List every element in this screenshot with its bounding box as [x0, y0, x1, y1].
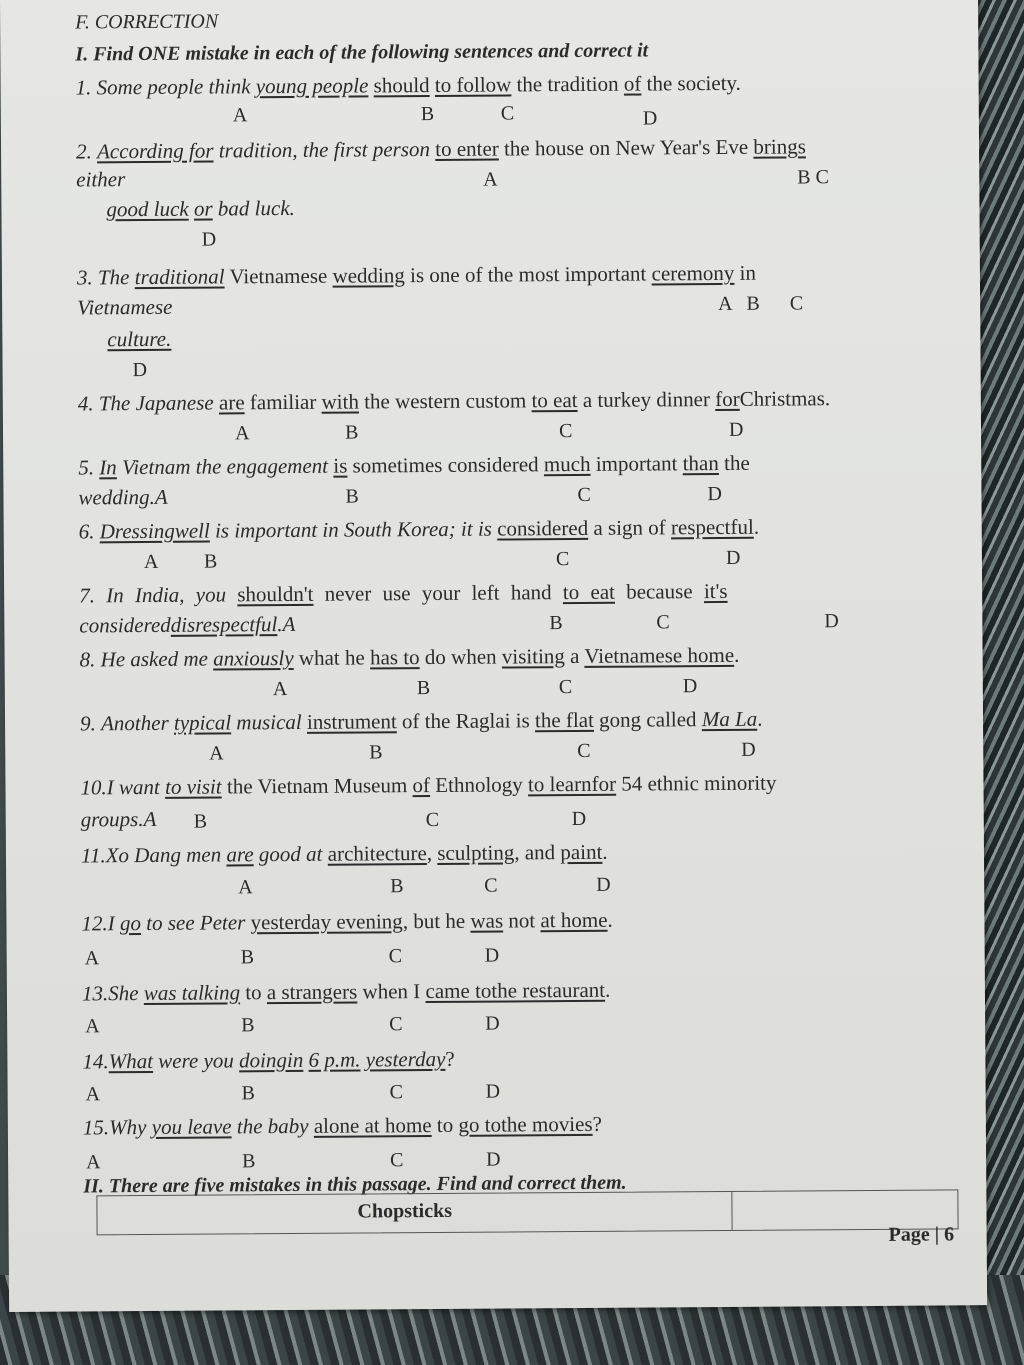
q11-option-d: D — [596, 873, 611, 896]
q10-option-d: D — [571, 807, 587, 831]
q12-option-c: C — [388, 945, 403, 968]
q8-option-a: A — [272, 678, 288, 701]
q14-option-b: B — [241, 1082, 256, 1105]
q9-option-c: C — [577, 739, 591, 762]
q2-option-bc: B C — [797, 166, 830, 189]
q7-option-c: C — [656, 611, 670, 634]
q1-option-c: C — [500, 102, 515, 125]
question-10-cont: groups.A — [80, 806, 157, 832]
q8-option-c: C — [558, 676, 573, 699]
q13-option-a: A — [85, 1015, 100, 1038]
q9-option-b: B — [369, 741, 383, 764]
question-2: 2. According for tradition, the first person to enter the house on New Year's Eve brings — [75, 134, 806, 164]
q6-option-c: C — [555, 548, 570, 571]
q11-option-b: B — [390, 875, 404, 898]
q11-option-c: C — [484, 874, 498, 897]
q9-option-d: D — [741, 738, 756, 761]
q6-option-a: A — [143, 550, 159, 574]
question-5: 5. In Vietnam the engagement is sometimes considered much important than the — [78, 450, 750, 480]
question-5-cont: wedding.A — [78, 484, 168, 510]
question-12: 12.I go to see Peter yesterday evening, but he was not at home. — [81, 907, 613, 936]
q3-option-d: D — [132, 358, 148, 382]
q1-option-b: B — [420, 102, 435, 126]
q4-option-b: B — [344, 421, 359, 444]
q13-option-b: B — [241, 1014, 255, 1037]
q7-option-b: B — [549, 612, 563, 635]
table-header-chopsticks: Chopsticks — [357, 1199, 453, 1223]
question-9: 9. Another typical musical instrument of the Raglai is the flat gong called Ma La. — [79, 706, 763, 736]
q1-option-d: D — [642, 107, 658, 130]
q5-option-b: B — [345, 485, 359, 508]
part2-instruction: II. There are five mistakes in this passage. Find and correct them. — [83, 1171, 627, 1198]
q1-option-a: A — [232, 104, 248, 127]
question-3: 3. The traditional Vietnamese wedding is one of the most important ceremony in — [76, 260, 757, 290]
question-13: 13.She was talking to a strangers when I came tothe restaurant. — [81, 977, 611, 1006]
question-2-cont: either — [76, 167, 126, 192]
question-4: 4. The Japanese are familiar with the western custom to eat a turkey dinner forChristmas. — [77, 386, 831, 416]
q14-option-a: A — [85, 1083, 101, 1106]
passage-table — [96, 1189, 958, 1235]
q4-option-a: A — [234, 422, 250, 445]
question-14: 14.What were you doingin 6 p.m. yesterday? — [82, 1046, 455, 1074]
question-15: 15.Why you leave the baby alone at home to go tothe movies? — [82, 1111, 603, 1140]
q2-option-d: D — [201, 228, 217, 251]
q5-option-d: D — [707, 482, 722, 506]
q8-option-b: B — [416, 677, 431, 700]
question-10: 10.I want to visit the Vietnam Museum of Ethnology to learnfor 54 ethnic minority — [80, 770, 777, 800]
q3-options-abc: A B C — [718, 292, 804, 315]
q15-option-b: B — [242, 1150, 256, 1173]
q5-option-c: C — [577, 483, 591, 506]
q15-option-c: C — [390, 1149, 404, 1172]
question-3-cont2: culture. — [107, 326, 172, 352]
page-number: Page | 6 — [888, 1223, 955, 1246]
question-1: 1. Some people think young people should to follow the tradition of the society. — [75, 70, 741, 100]
question-11: 11.Xo Dang men are good at architecture, sculpting, and paint. — [80, 839, 608, 868]
q9-option-a: A — [209, 742, 224, 765]
q14-option-d: D — [485, 1080, 501, 1103]
question-7: 7. In India, you shouldn't never use your left hand to eat because it's — [79, 578, 728, 608]
q14-option-c: C — [389, 1081, 404, 1104]
q11-option-a: A — [238, 876, 253, 899]
question-7-cont: considereddisrespectful.A — [79, 611, 296, 638]
q15-option-a: A — [86, 1151, 101, 1174]
question-8: 8. He asked me anxiously what he has to do when visiting a Vietnamese home. — [79, 642, 740, 672]
q12-option-b: B — [240, 946, 255, 969]
q10-option-b: B — [193, 810, 208, 833]
q12-option-d: D — [484, 944, 500, 967]
q6-option-b: B — [203, 550, 218, 573]
q8-option-d: D — [682, 675, 698, 698]
q6-option-d: D — [725, 546, 741, 569]
part1-instruction: I. Find ONE mistake in each of the following sentences and correct it — [75, 39, 649, 66]
question-3-cont: Vietnamese — [77, 294, 173, 320]
question-6: 6. Dressingwell is important in South Korea; it is considered a sign of respectful. — [78, 514, 760, 544]
q10-option-c: C — [425, 808, 440, 832]
q4-option-c: C — [558, 420, 573, 443]
q2-option-a: A — [483, 168, 498, 191]
q7-option-d: D — [824, 610, 839, 633]
section-title: F. CORRECTION — [75, 10, 219, 34]
question-2-cont2: good luck or bad luck. — [106, 195, 295, 222]
q13-option-d: D — [485, 1012, 500, 1035]
q13-option-c: C — [389, 1013, 403, 1036]
q4-option-d: D — [728, 418, 744, 441]
q15-option-d: D — [486, 1148, 501, 1171]
q12-option-a: A — [84, 947, 100, 970]
table-divider — [731, 1192, 732, 1230]
